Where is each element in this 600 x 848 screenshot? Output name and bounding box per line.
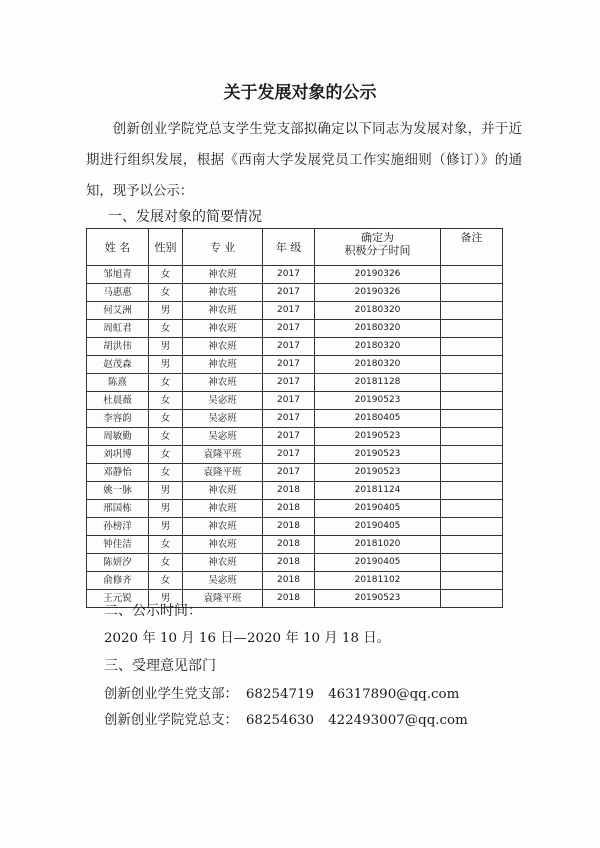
cell-name: 邓静怡 [87,464,149,482]
cell-major: 吴宓班 [183,428,263,446]
cell-date: 20181128 [315,374,441,392]
cell-name: 胡洪伟 [87,338,149,356]
table-row [87,392,503,410]
contact-line-1 [104,683,467,702]
cell-grade: 2017 [263,320,315,338]
cell-grade: 2017 [263,392,315,410]
cell-major: 吴宓班 [183,572,263,590]
cell-name: 何艾洲 [87,302,149,320]
section-heading-2: 二、公示时间： [104,603,202,619]
cell-grade: 2018 [263,500,315,518]
cell-date: 20190405 [315,500,441,518]
cell-gender: 男 [149,338,183,356]
cell-note [441,500,503,518]
cell-note [441,284,503,302]
cell-major: 神农班 [183,536,263,554]
cell-note [441,518,503,536]
cell-gender: 女 [149,320,183,338]
cell-major: 神农班 [183,266,263,284]
table-row [87,356,503,374]
cell-major: 吴宓班 [183,410,263,428]
cell-major: 神农班 [183,374,263,392]
cell-gender: 女 [149,464,183,482]
header-note: 备注 [441,229,503,266]
table-row [87,284,503,302]
cell-major: 神农班 [183,482,263,500]
cell-gender: 男 [149,590,183,608]
table-body [87,266,503,608]
cell-gender: 女 [149,266,183,284]
cell-grade: 2018 [263,554,315,572]
cell-gender: 女 [149,572,183,590]
table-row [87,302,503,320]
cell-note [441,392,503,410]
cell-date: 20190326 [315,266,441,284]
cell-major: 神农班 [183,500,263,518]
cell-gender: 男 [149,500,183,518]
cell-date: 20180320 [315,302,441,320]
table-row [87,500,503,518]
cell-major: 神农班 [183,554,263,572]
cell-name: 马惠惠 [87,284,149,302]
cell-note [441,410,503,428]
cell-date: 20181124 [315,482,441,500]
header-name: 姓 名 [87,229,149,266]
cell-date: 20190523 [315,428,441,446]
cell-grade: 2017 [263,374,315,392]
table-header-row [87,229,503,266]
table-row [87,446,503,464]
table-row [87,266,503,284]
cell-grade: 2017 [263,446,315,464]
cell-major: 神农班 [183,518,263,536]
contact-phone: 68254719 [245,687,315,702]
table-row [87,572,503,590]
section-heading-3: 三、受理意见部门 [104,658,216,674]
candidate-table [86,228,503,608]
contact-dept: 创新创业学院党总支： [104,713,238,728]
cell-date: 20190405 [315,518,441,536]
cell-name: 邢国栋 [87,500,149,518]
cell-grade: 2017 [263,464,315,482]
cell-major: 袁隆平班 [183,464,263,482]
intro-paragraph: 创新创业学院党总支学生党支部拟确定以下同志为发展对象，并于近期进行组织发展，根据《西南大学发展党员工作实施细则（修订）》的通知，现予以公示： [86,122,522,199]
cell-date: 20190523 [315,392,441,410]
cell-note [441,374,503,392]
cell-name: 钟佳洁 [87,536,149,554]
cell-grade: 2017 [263,428,315,446]
cell-note [441,302,503,320]
cell-gender: 女 [149,554,183,572]
cell-gender: 女 [149,446,183,464]
cell-note [441,554,503,572]
cell-gender: 男 [149,518,183,536]
header-date-line2: 积极分子时间 [344,244,411,257]
cell-note [441,356,503,374]
table-row [87,518,503,536]
table-row [87,338,503,356]
contact-dept: 创新创业学生党支部： [104,687,238,702]
table-row [87,428,503,446]
cell-major: 吴宓班 [183,392,263,410]
cell-grade: 2017 [263,284,315,302]
cell-date: 20190405 [315,554,441,572]
header-gender: 性别 [149,229,183,266]
cell-note [441,320,503,338]
section-heading-1: 一、发展对象的简要情况 [108,209,262,225]
cell-note [441,536,503,554]
cell-gender: 女 [149,410,183,428]
cell-date: 20180320 [315,338,441,356]
cell-name: 俞修齐 [87,572,149,590]
cell-major: 神农班 [183,338,263,356]
table-row [87,536,503,554]
cell-gender: 女 [149,536,183,554]
cell-gender: 女 [149,392,183,410]
contact-email[interactable]: 46317890@qq.com [328,687,460,702]
cell-gender: 男 [149,302,183,320]
cell-major: 神农班 [183,320,263,338]
cell-major: 神农班 [183,284,263,302]
cell-grade: 2017 [263,302,315,320]
cell-name: 孙榜洋 [87,518,149,536]
table-row [87,374,503,392]
cell-gender: 男 [149,482,183,500]
cell-date: 20190523 [315,446,441,464]
cell-date: 20180405 [315,410,441,428]
cell-date: 20190326 [315,284,441,302]
header-date [315,229,441,266]
cell-date: 20180320 [315,356,441,374]
cell-major: 袁隆平班 [183,446,263,464]
cell-name: 邹旭青 [87,266,149,284]
cell-note [441,590,503,608]
cell-name: 李容韵 [87,410,149,428]
table-row [87,410,503,428]
cell-note [441,464,503,482]
cell-note [441,572,503,590]
cell-major: 神农班 [183,302,263,320]
cell-name: 周敏勤 [87,428,149,446]
cell-grade: 2018 [263,518,315,536]
cell-name: 陈熹 [87,374,149,392]
header-date-line1: 确定为 [361,231,394,244]
cell-date: 20190523 [315,590,441,608]
cell-grade: 2018 [263,482,315,500]
cell-name: 赵茂森 [87,356,149,374]
cell-name: 陈妍汐 [87,554,149,572]
cell-gender: 女 [149,284,183,302]
cell-note [441,338,503,356]
cell-name: 杜晨薇 [87,392,149,410]
cell-note [441,482,503,500]
document-title: 关于发展对象的公示 [223,83,377,103]
table-row [87,554,503,572]
contact-phone: 68254630 [245,713,315,728]
cell-grade: 2018 [263,590,315,608]
contact-email[interactable]: 422493007@qq.com [328,713,468,728]
cell-grade: 2017 [263,410,315,428]
publicity-period: 2020 年 10 月 16 日—2020 年 10 月 18 日。 [104,631,391,646]
cell-name: 周虹君 [87,320,149,338]
cell-date: 20190523 [315,464,441,482]
cell-note [441,266,503,284]
cell-date: 20181020 [315,536,441,554]
cell-gender: 男 [149,356,183,374]
cell-name: 王元锐 [87,590,149,608]
cell-grade: 2017 [263,356,315,374]
cell-grade: 2018 [263,536,315,554]
cell-gender: 女 [149,374,183,392]
cell-date: 20181102 [315,572,441,590]
contact-line-2 [104,709,476,728]
cell-major: 袁隆平班 [183,590,263,608]
cell-name: 刘巩博 [87,446,149,464]
cell-grade: 2017 [263,266,315,284]
cell-note [441,446,503,464]
header-grade: 年 级 [263,229,315,266]
table-row [87,464,503,482]
cell-major: 神农班 [183,356,263,374]
header-major: 专 业 [183,229,263,266]
cell-name: 姚一脉 [87,482,149,500]
cell-grade: 2017 [263,338,315,356]
table-row [87,482,503,500]
table-row [87,320,503,338]
cell-gender: 女 [149,428,183,446]
cell-grade: 2018 [263,572,315,590]
cell-date: 20180320 [315,320,441,338]
cell-note [441,428,503,446]
